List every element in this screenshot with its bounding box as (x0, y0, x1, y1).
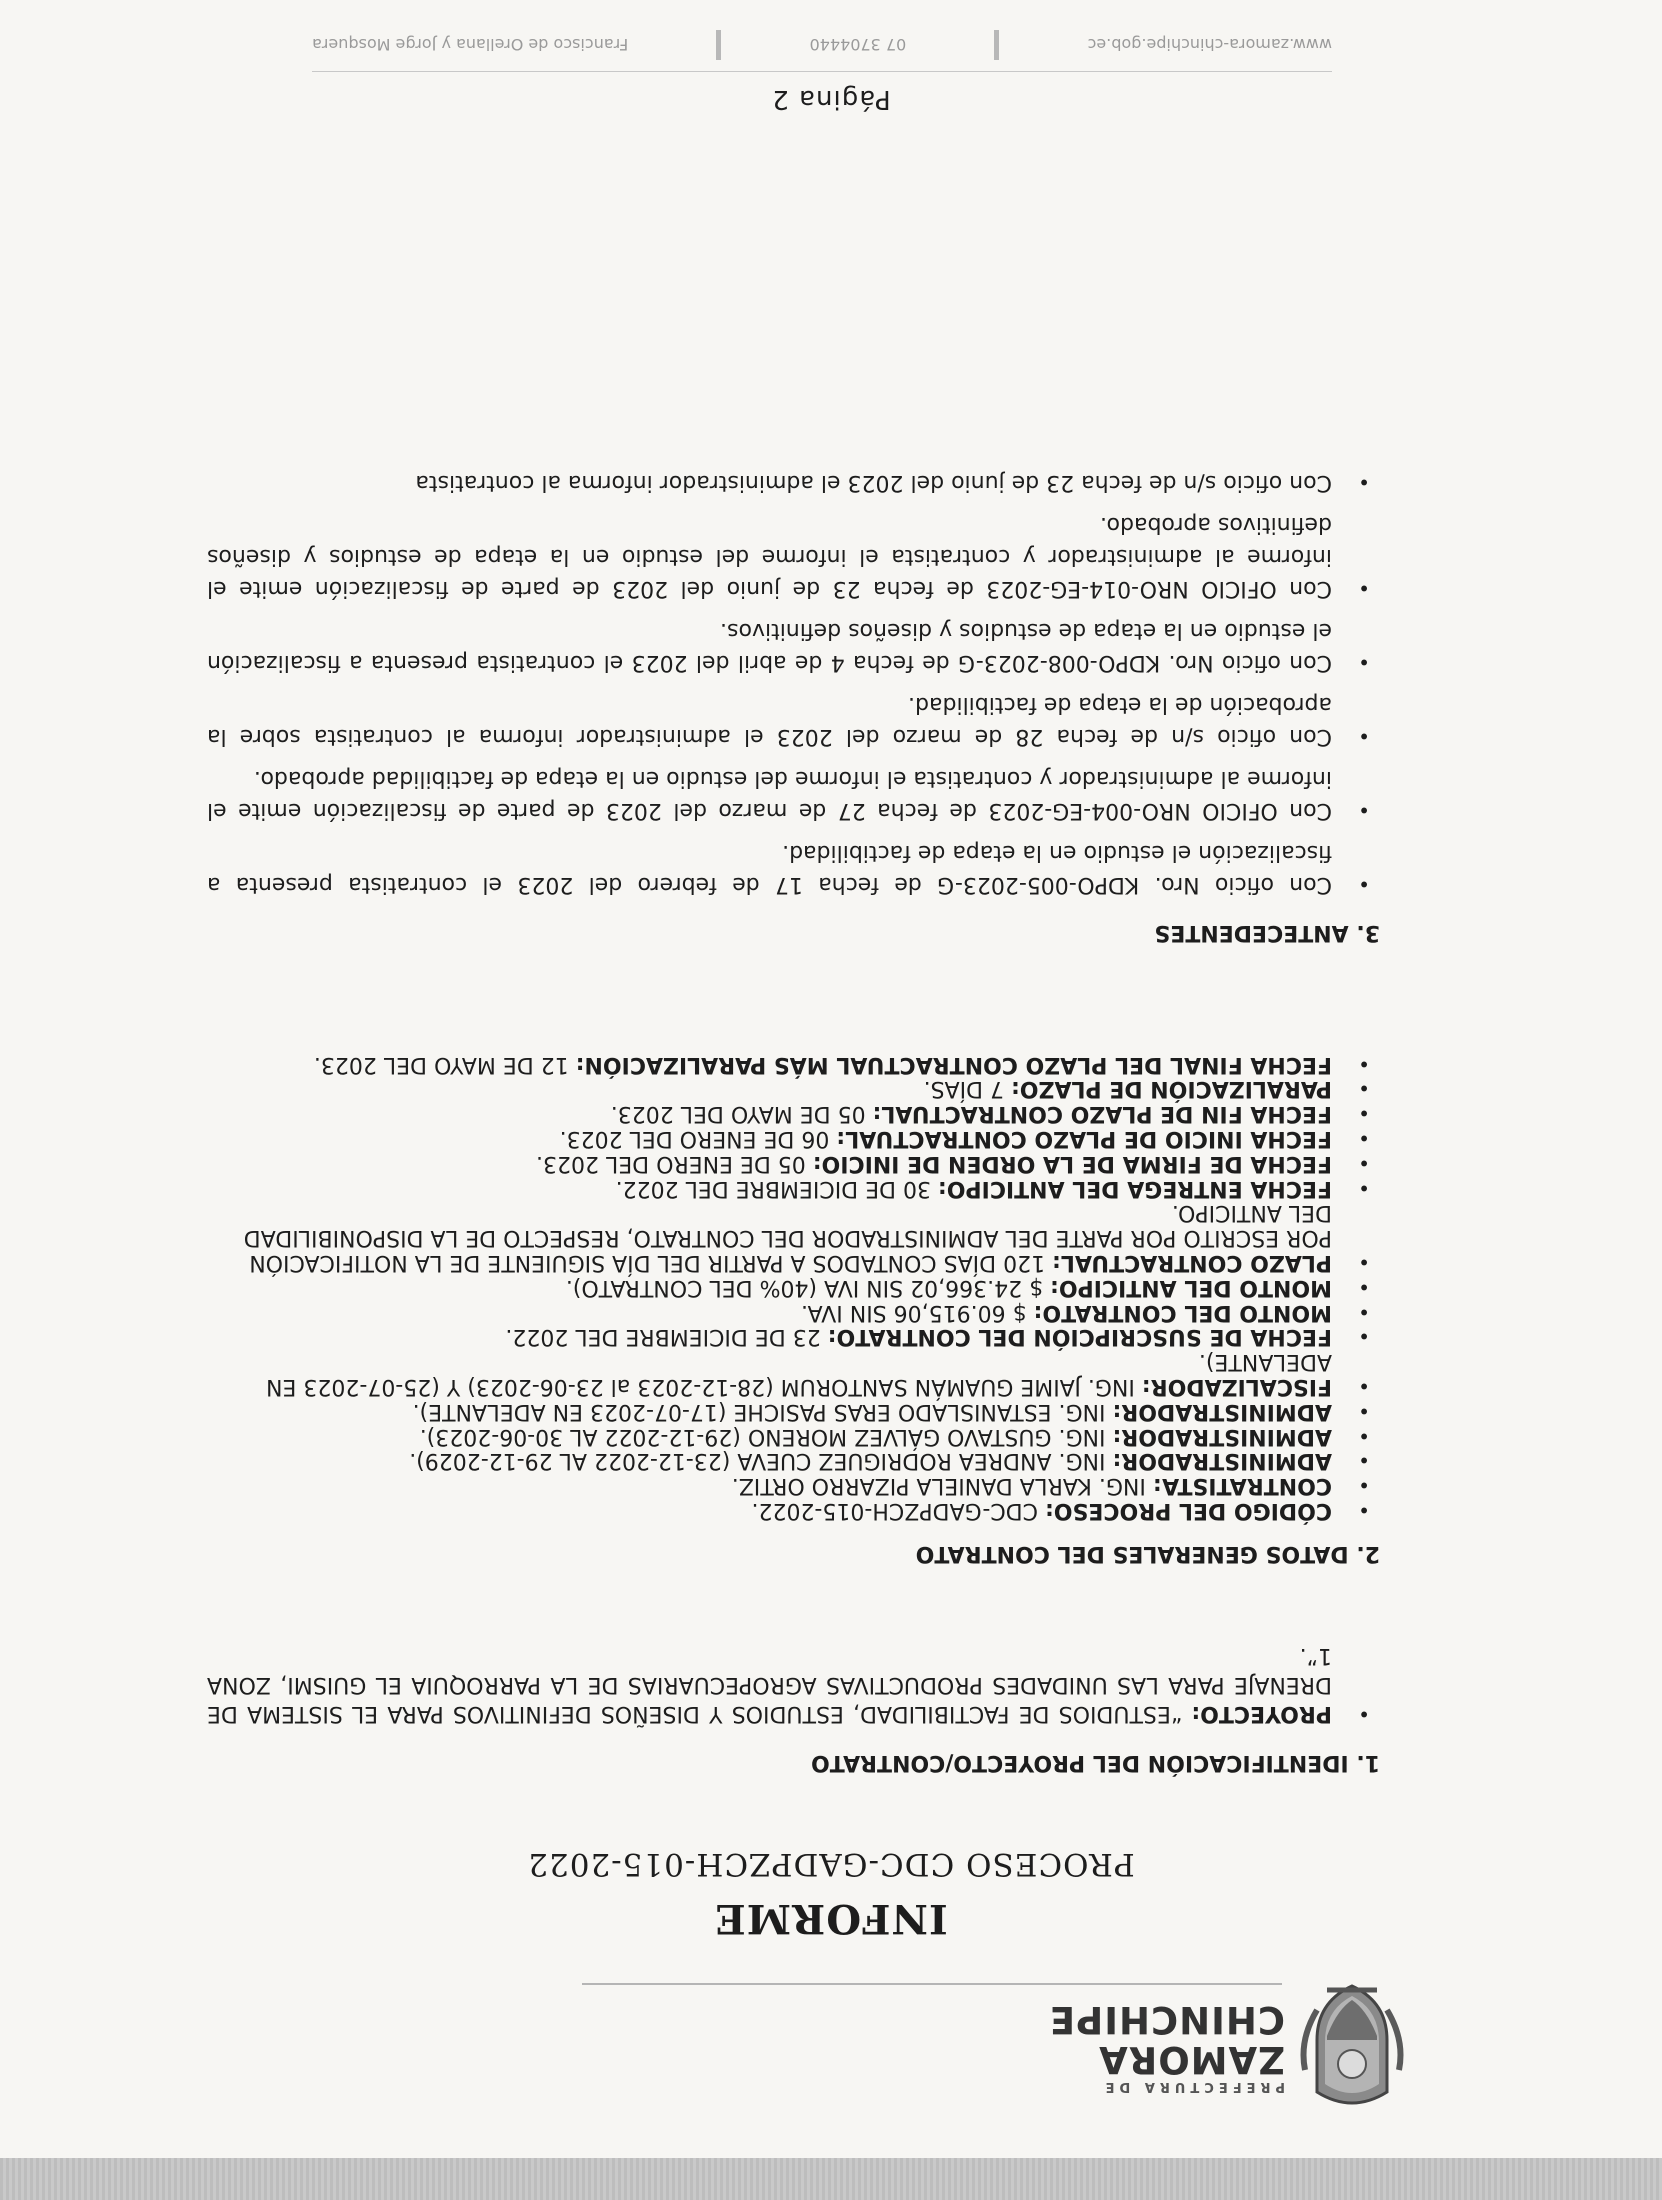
footer-separator (716, 30, 721, 60)
list-item: • Con oficio Nro. KDPO-008-2023-G de fecha 4 de abril del 2023 el contratista presenta a fiscalización el estudio en la etapa de estudios y diseños definitivos. (207, 614, 1332, 678)
logo-line-chinchipe: CHINCHIPE (1048, 1998, 1285, 2041)
bullet-icon: • (1358, 1101, 1370, 1126)
list-item: • PLAZO CONTRACTUAL: 120 DÍAS CONTADOS A PARTIR DEL DÍA SIGUIENTE DE LA NOTIFICACIÓN POR ESCRITO POR PARTE DEL ADMINISTRADOR DEL CONTRATO, RESPECTO DE LA DISPONIBILIDAD DEL ANTICIPO. (243, 1200, 1370, 1276)
bullet-icon: • (1358, 1702, 1370, 1726)
list-item: • Con oficio s/n de fecha 28 de marzo del 2023 el administrador informa al contratista sobre la aprobación de la etapa de factibilidad. (207, 688, 1332, 752)
bullet-icon: • (1358, 872, 1370, 896)
list-item: • FISCALIZADOR: ING. JAIME GUAMÁN SANTORUM (28-12-2023 al 23-06-2023) Y (25-07-2023 EN ADELANTE). (266, 1349, 1370, 1400)
bullet-icon: • (1358, 1076, 1370, 1101)
section-2-heading: 2. DATOS GENERALES DEL CONTRATO (915, 1541, 1380, 1566)
list-item: • FECHA FINAL DEL PLAZO CONTRACTUAL MÁS PARALIZACIÓN: 12 DE MAYO DEL 2023. (313, 1051, 1370, 1077)
bullet-icon: • (1358, 1051, 1370, 1076)
footer-separator (994, 30, 999, 60)
bullet-icon: • (1358, 1398, 1370, 1423)
bullet-icon: • (1358, 1150, 1370, 1175)
bullet-icon: • (1358, 1175, 1370, 1200)
list-item: • FECHA ENTREGA DEL ANTICIPO: 30 DE DICIEMBRE DEL 2022. (615, 1175, 1370, 1201)
list-item: • ADMINISTRADOR: ING. ANDREA RODRIGUEZ CUEVA (23-12-2022 AL 29-12-2029). (409, 1448, 1370, 1474)
bullet-icon: • (1358, 724, 1370, 748)
list-item: • Con oficio s/n de fecha 23 de junio del 2023 el administrador informa al contratista (207, 466, 1332, 498)
footer-website: www.zamora-chinchipe.gob.ec (1087, 35, 1332, 55)
scanner-edge (0, 2158, 1662, 2200)
footer-address: Francisco de Orellana y Jorge Mosquera (312, 35, 629, 55)
bullet-icon: • (1358, 798, 1370, 822)
bullet-icon: • (1358, 1448, 1370, 1473)
bullet-icon: • (1358, 1374, 1370, 1399)
bullet-icon: • (1358, 470, 1370, 494)
section-3-heading: 3. ANTECEDENTES (1154, 920, 1380, 945)
list-item: • FECHA DE SUSCRIPCIÓN DEL CONTRATO: 23 DE DICIEMBRE DEL 2022. (505, 1324, 1370, 1350)
list-item: • FECHA DE FIRMA DE LA ORDEN DE INICIO: 05 DE ENERO DEL 2023. (536, 1150, 1370, 1176)
bullet-icon: • (1358, 1423, 1370, 1448)
section-2-list (207, 1051, 1370, 1523)
section-1-heading: 1. IDENTIFICACIÓN DEL PROYECTO/CONTRATO (811, 1750, 1380, 1775)
logo-line-zamora: ZAMORA (1098, 2038, 1285, 2081)
bullet-icon: • (1358, 1324, 1370, 1349)
prefectura-logo (1047, 1980, 1407, 2110)
list-item: • FECHA INICIO DE PLAZO CONTRACTUAL: 06 DE ENERO DEL 2023. (559, 1126, 1370, 1152)
list-item: • CÓDIGO DEL PROCESO: CDC-GADPZCH-015-2022. (751, 1498, 1370, 1523)
list-item: • Con OFICIO NRO-004-EG-2023 de fecha 27 de marzo del 2023 de parte de fiscalización emite el informe al administrador y contratista el informe del estudio en la etapa de factibilidad aprobado. (207, 762, 1332, 826)
footer-divider (312, 71, 1332, 72)
bullet-icon: • (1358, 1299, 1370, 1324)
footer-phone: 07 3704440 (809, 35, 907, 55)
list-item: • PROYECTO: “ESTUDIOS DE FACTIBILIDAD, ESTUDIOS Y DISEÑOS DEFINITIVOS PARA EL SISTEMA DE DRENAJE PARA LAS UNIDADES PRODUCTIVAS AGROPECUARIAS DE LA PARROQUIA EL GUISMI, ZONA 1”. (207, 1643, 1370, 1726)
crest-icon (1297, 1980, 1407, 2110)
bullet-icon: • (1358, 1126, 1370, 1151)
section-3-list (207, 456, 1370, 900)
bullet-icon: • (1358, 576, 1370, 600)
bullet-icon: • (1358, 1498, 1370, 1522)
list-item: • Con OFICIO NRO-014-EG-2023 de fecha 23 de junio del 2023 de parte de fiscalización emite el informe al administrador y contratista el informe del estudio en la etapa de estudios y diseños definitivos aprobado. (207, 508, 1332, 604)
list-item: • ADMINISTRADOR: ING. GUSTAVO GÁLVEZ MORENO (29-12-2022 AL 30-06-2023). (419, 1423, 1370, 1449)
footer (312, 30, 1332, 60)
bullet-icon: • (1358, 1274, 1370, 1299)
header-divider (582, 1983, 1282, 1985)
section-1-list (207, 1641, 1370, 1728)
list-item: • MONTO DEL ANTICIPO: $ 24.366,02 SIN IVA (40% DEL CONTRATO). (565, 1274, 1370, 1300)
list-item: • Con oficio Nro. KDPO-005-2023-G de fecha 17 de febrero del 2023 el contratista presenta a fiscalización el estudio en la etapa de factibilidad. (207, 836, 1332, 900)
list-item: • ADMINISTRADOR: ING. ESTANISLADO ERAS PASICHE (17-07-2023 EN ADELANTE). (412, 1398, 1370, 1424)
page-number: Página 2 (771, 84, 891, 114)
bullet-icon: • (1358, 650, 1370, 674)
document-subtitle: PROCESO CDC-GADPZCH-015-2022 (527, 1846, 1135, 1882)
list-item: • FECHA FIN DE PLAZO CONTRACTUAL: 05 DE MAYO DEL 2023. (610, 1101, 1370, 1127)
logo-small-text: PREFECTURA DE (1100, 2079, 1285, 2094)
bullet-icon: • (1358, 1250, 1370, 1275)
bullet-icon: • (1358, 1473, 1370, 1498)
list-item: • MONTO DEL CONTRATO: $ 60.915,06 SIN IVA. (800, 1299, 1370, 1325)
list-item: • CONTRATISTA: ING. KARLA DANIELA PIZARRO ORTIZ. (731, 1473, 1370, 1499)
document-title: INFORME (714, 1895, 948, 1942)
list-item: • PARALIZACIÓN DE PLAZO: 7 DÍAS. (923, 1076, 1370, 1102)
